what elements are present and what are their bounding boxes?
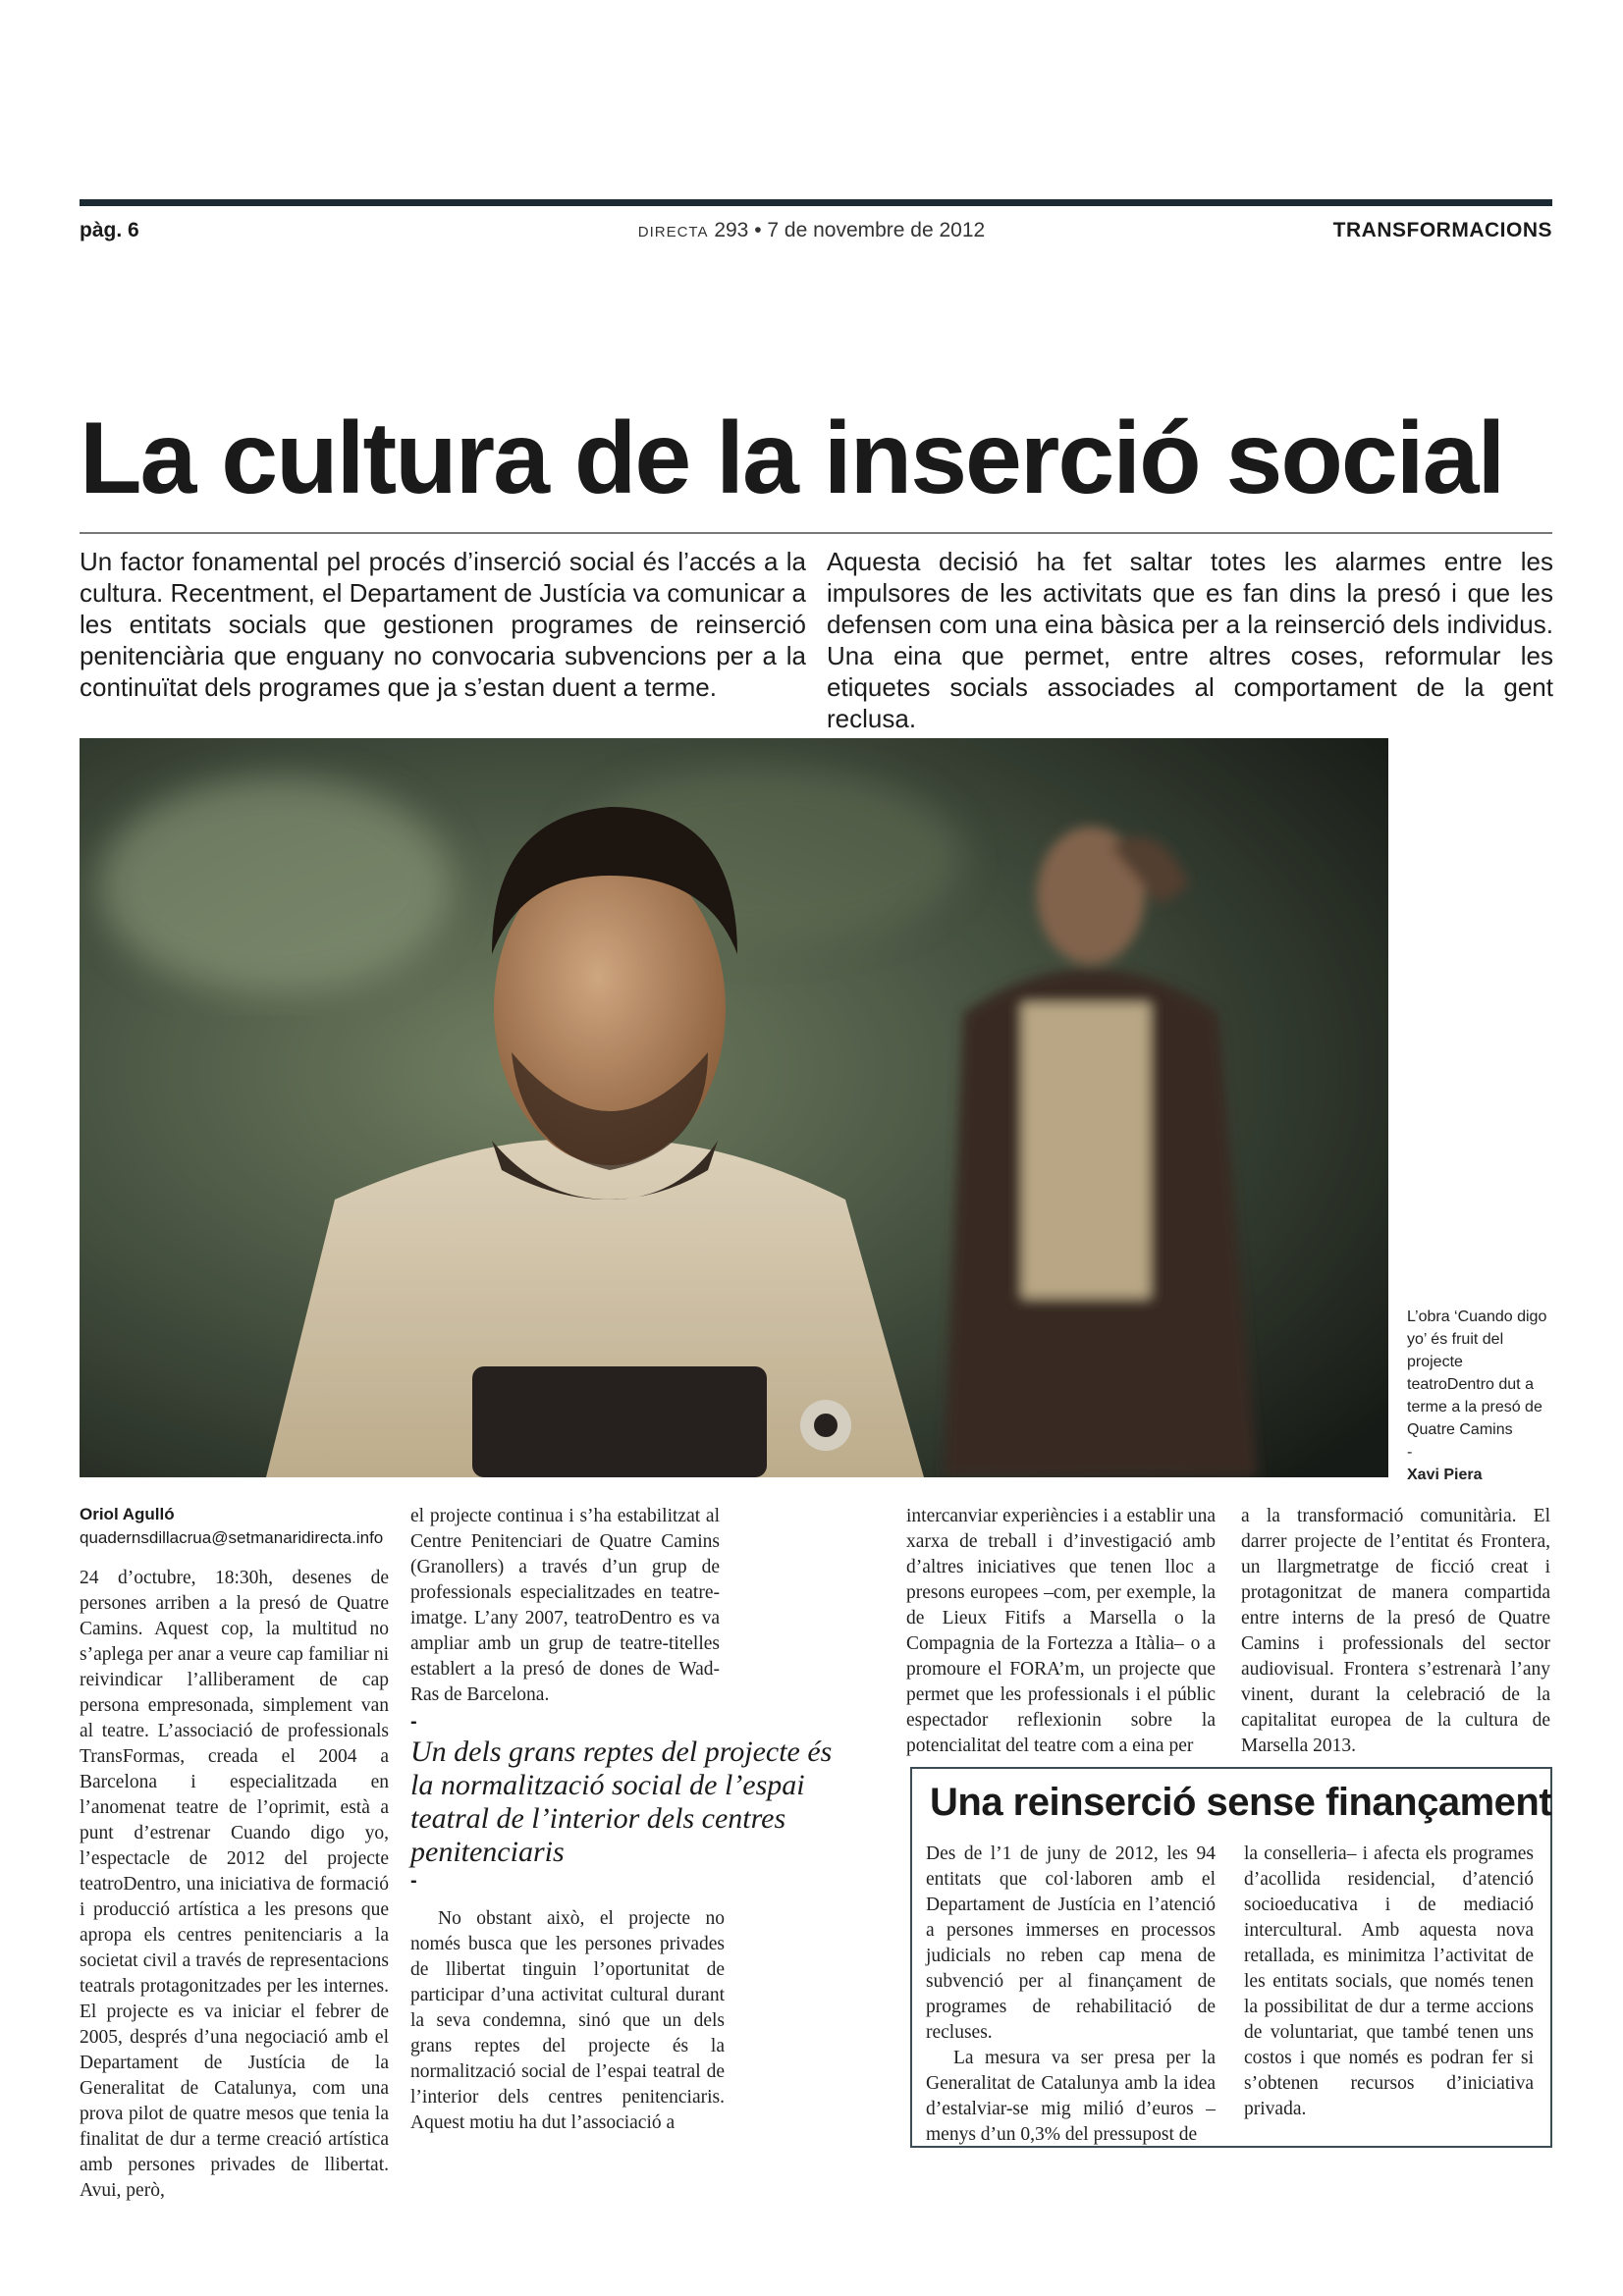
body-column-2-continued [410,1906,725,2136]
sidebar-column-2 [1244,1842,1534,2122]
caption-text: L’obra ‘Cuando digo yo’ és fruit del projecte teatroDentro dut a terme a la presó de Quatre Camins [1407,1308,1547,1438]
photo-illustration [80,738,1388,1477]
author-email[interactable]: quadernsdillacrua@setmanaridirecta.info [80,1528,384,1547]
sidebar-column-1 [926,1842,1216,2148]
body-paragraph: a la transformació comunitària. El darrer projecte de l’entitat és Frontera, un llargmetratge de ficció creat i protagonitzat de manera compartida entre interns de la presó de Quatre Camins i professionals del sector audiovisual. Frontera s’estrenarà l’any vinent, durant la celebració de la capitalitat europea de la cultura de Marsella 2013. [1241,1506,1550,1756]
headline: La cultura de la inserció social [80,401,1504,515]
issue-date: 293 • 7 de novembre de 2012 [714,219,986,241]
article-photo [80,738,1388,1477]
lead-right: Aquesta decisió ha fet saltar totes les alarmes entre les impulsores de les activitats que es fan dins la presó i que les defensen com una eina bàsica per a la reinserció dels individus. Una eina que permet, entre altres coses, reformular les etiquetes socials associades al comportament de la gent reclusa. [827,547,1553,733]
sidebar-title: Una reinserció sense finançament [930,1781,1552,1824]
body-column-2 [410,1504,720,1708]
headline-rule [80,532,1552,534]
sidebar-paragraph: La mesura va ser presa per la Generalitat de Catalunya amb la idea d’estalviar-se mig milió d’euros –menys d’un 0,3% del pressupost de [926,2048,1216,2145]
body-column-4 [1241,1504,1550,1759]
body-paragraph: No obstant això, el projecte no només busca que les persones privades de llibertat tinguin l’oportunitat de participar d’una activitat cultural durant la seva condemna, sinó que un dels grans reptes del projecte és la normalització social de l’espai teatral de l’interior dels centres penitenciaris. Aquest motiu ha dut l’associació a [410,1908,725,2133]
caption-dash: - [1407,1444,1413,1461]
publication-name: DIRECTA [637,224,709,240]
photo-credit: Xavi Piera [1407,1467,1483,1483]
photo-caption [1407,1306,1554,1486]
body-paragraph: el projecte continua i s’ha estabilitzat al Centre Penitenciari de Quatre Camins (Granollers) a través d’un grup de professionals especialitzades en teatre-imatge. L’any 2007, teatroDentro es va ampliar amb un grup de teatre-titelles establert a la presó de dones de Wad-Ras de Barcelona. [410,1506,720,1705]
lead-left: Un factor fonamental pel procés d’inserció social és l’accés a la cultura. Recentment, el Departament de Justícia va comunicar a les entitats socials que gestionen programes de reinserció penitenciària que enguany no convocaria subvencions per a la continuïtat dels programes que ja s’estan duent a terme. [80,547,806,702]
body-paragraph: intercanviar experiències i a establir una xarxa de treball i d’investigació amb d’altres iniciatives que tenen lloc a presons europees –com, per exemple, la de Lieux Fitifs a Marsella o la Compagnia de la Fortezza a Itàlia– o a promoure el FORA’m, un projecte que permet que les professionals i el públic espectador reflexionin sobre la potencialitat del teatre com a eina per [906,1506,1216,1756]
section-name: TRANSFORMACIONS [1332,219,1552,241]
quote-dash-top: - [410,1711,417,1733]
body-paragraph: 24 d’octubre, 18:30h, desenes de persones arriben a la presó de Quatre Camins. Aquest cop, la multitud no s’aplega per anar a veure cap familiar ni reivindicar l’alliberament de cap persona empresonada, simplement van al teatre. L’associació de professionals TransFormas, creada el 2004 a Barcelona i especialitzada en l’anomenat teatre de l’oprimit, està a punt d’estrenar Cuando digo yo, l’espectacle de 2012 del projecte teatroDentro, una iniciativa de formació i producció artística a les presons que apropa els centres penitenciaris a la societat civil a través de representacions teatrals protagonitzades per les internes. El projecte es va iniciar el febrer de 2005, després d’una negociació amb el Departament de Justícia de la Generalitat de Catalunya, com una prova pilot de quatre mesos que tenia la finalitat de dur a terme creació artística amb persones privades de llibertat. Avui, però, [80,1568,389,2201]
sidebar-paragraph: Des de l’1 de juny de 2012, les 94 entitats que col·laboren amb el Departament de Justícia en l’atenció a persones immerses en processos judicials no reben cap mena de subvenció per al finançament de programes de rehabilitació de recluses. [926,1843,1216,2043]
body-column-3 [906,1504,1216,1759]
body-column-1 [80,1566,389,2204]
author-name: Oriol Agulló [80,1505,175,1523]
sidebar-box [910,1767,1552,2148]
quote-dash-bottom: - [410,1870,417,1892]
top-rule [80,199,1552,206]
page-number: pàg. 6 [80,219,139,241]
sidebar-paragraph: la conselleria– i afecta els programes d’acollida residencial, d’atenció socioeducativa i de mediació intercultural. Amb aquesta nova retallada, es minimitza l’activitat de les entitats socials, que només tenen la possibilitat de dur a terme accions de voluntariat, que també tenen uns costos i que només es podran fer si s’obtenen recursos d’iniciativa privada. [1244,1843,1534,2119]
pull-quote: Un dels grans reptes del projecte és la normalització social de l’espai teatral de l’interior dels centres penitenciaris [410,1735,833,1868]
